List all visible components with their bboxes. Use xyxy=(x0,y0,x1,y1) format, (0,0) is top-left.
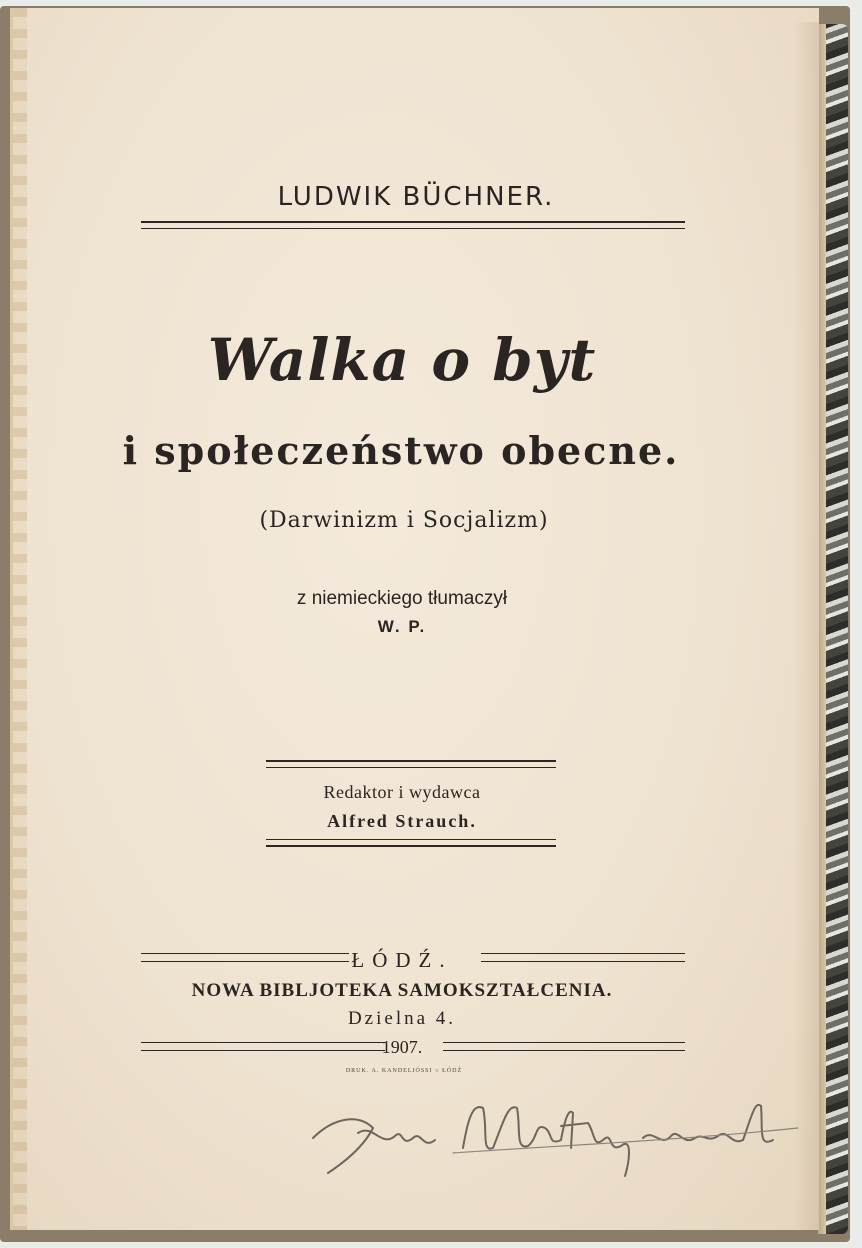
translator-initials: W. P. xyxy=(377,617,427,636)
parenthetical-subtitle: (Darwinizm i Socjalizm) xyxy=(259,508,549,533)
publisher-name: NOWA BIBLJOTEKA SAMOKSZTAŁCENIA. xyxy=(191,980,613,1001)
author-rule-top xyxy=(141,221,685,223)
book-title: Walka o byt xyxy=(207,326,597,394)
publisher-address: Dzielna 4. xyxy=(347,1008,457,1029)
handwritten-signature xyxy=(303,1078,803,1188)
editor-rule-top-2 xyxy=(266,767,556,768)
editor-rule-bottom-1 xyxy=(266,839,556,840)
translation-note: z niemieckiego tłumaczył xyxy=(296,588,508,609)
printer-imprint: DRUK. A. KANDELIÓSSI ○ ŁÓDŹ xyxy=(345,1068,463,1074)
marbled-page-edge xyxy=(818,24,848,1234)
publication-year: 1907. xyxy=(381,1037,423,1057)
editor-rule-bottom-2 xyxy=(266,845,556,847)
book-subtitle: i społeczeństwo obecne. xyxy=(122,428,680,473)
editor-rule-top-1 xyxy=(266,760,556,762)
author-rule-bottom xyxy=(141,228,685,229)
editor-label: Redaktor i wydawca xyxy=(323,782,481,802)
title-page xyxy=(10,8,819,1230)
editor-name: Alfred Strauch. xyxy=(327,811,477,831)
author-name: LUDWIK BÜCHNER. xyxy=(277,182,555,212)
publication-city: ŁÓDŹ. xyxy=(351,948,453,972)
